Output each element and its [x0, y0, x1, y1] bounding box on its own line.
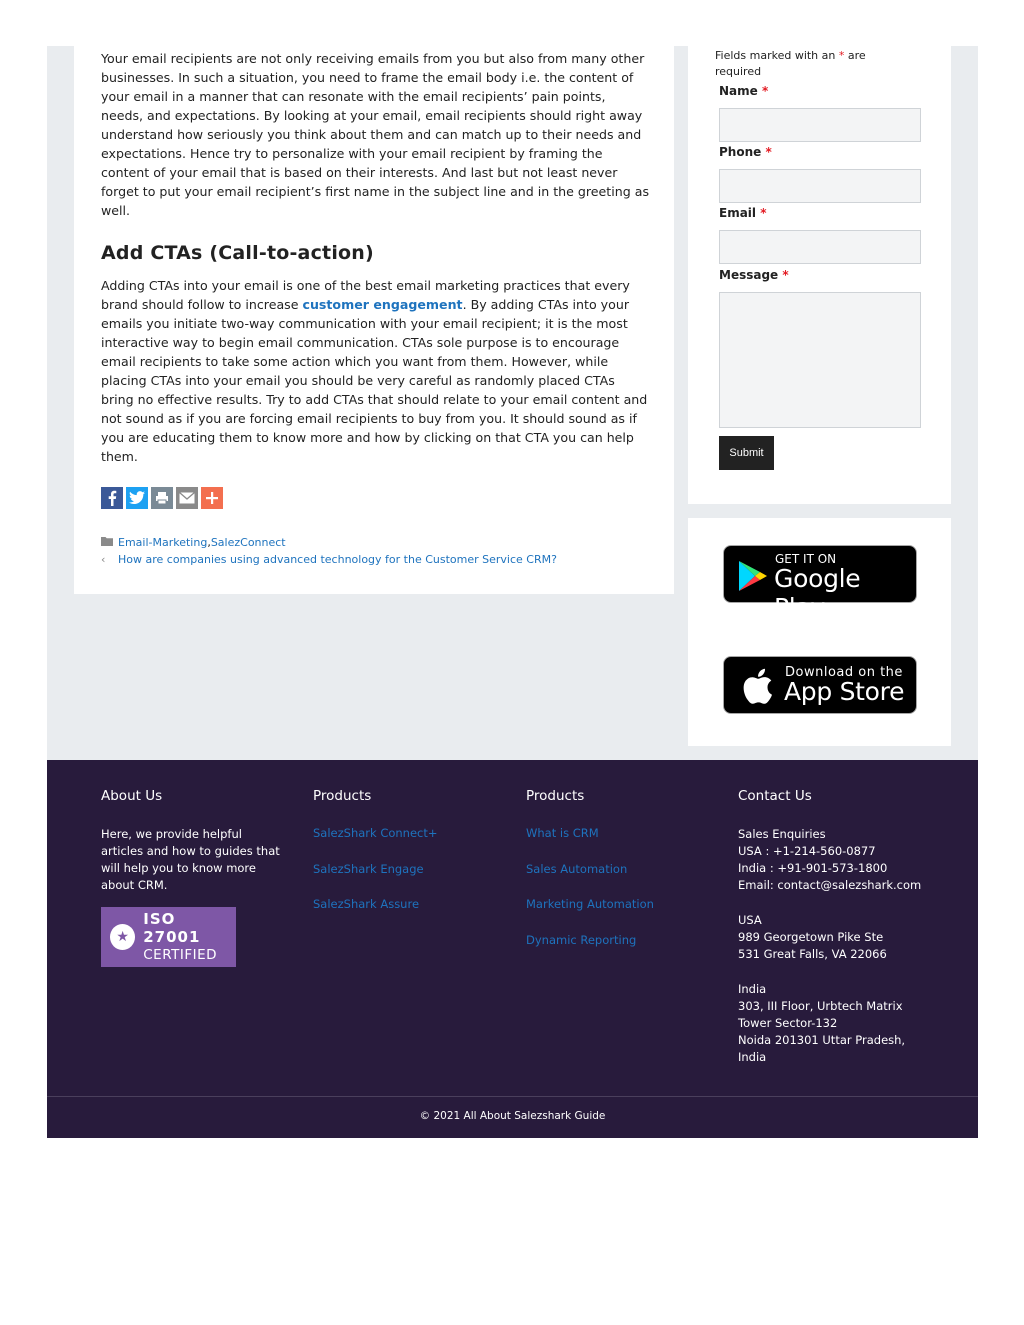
submit-button[interactable]: Submit: [719, 436, 774, 470]
footer-link[interactable]: SalezShark Connect+: [313, 826, 438, 840]
address-line: Noida 201301 Uttar Pradesh, India: [738, 1033, 906, 1064]
footer-link[interactable]: Dynamic Reporting: [526, 932, 637, 947]
google-play-icon: [738, 560, 768, 596]
post-meta: [101, 534, 557, 568]
contact-form: [688, 46, 951, 504]
address-line: 303, III Floor, Urbtech Matrix Tower Sector-132: [738, 999, 903, 1030]
chevron-left-icon: ‹: [101, 552, 106, 566]
site-footer: [47, 760, 978, 1138]
app-badges: [688, 518, 951, 746]
footer-link[interactable]: Marketing Automation: [526, 897, 654, 911]
article-paragraph: Adding CTAs into your email is one of the best email marketing practices that every brand should follow to increase customer engagement. By adding CTAs into your emails you initiate two-way communication with your email recipient; it is the most interactive way to begin email communication. CTAs sole purpose is to encourage email recipients to take some action which you want from them. However, while placing CTAs into your email you should be very careful as randomly placed CTAs bring no effective results. Try to add CTAs that should relate to your email content and not sound as if you are forcing email recipients to buy from you. It should sound as if you are educating them to know more and how by clicking on that CTA you can help them.: [101, 278, 648, 464]
post-navigation: [101, 551, 557, 567]
app-store-badge[interactable]: Download on the App Store: [723, 656, 917, 714]
article-content: [74, 46, 674, 594]
phone-input[interactable]: [719, 169, 921, 203]
footer-products-1: [313, 788, 503, 933]
message-label: Message *: [719, 268, 789, 282]
twitter-icon[interactable]: [126, 487, 148, 509]
message-textarea[interactable]: [719, 292, 921, 428]
address-line: India: [738, 982, 767, 996]
contact-line: Email: contact@salezshark.com: [738, 878, 922, 892]
section-heading: Add CTAs (Call-to-action): [101, 242, 374, 264]
print-icon[interactable]: [151, 487, 173, 509]
footer-heading: About Us: [101, 788, 163, 804]
apple-icon: [741, 667, 773, 709]
iso-certified-badge: ★ ISO 27001 CERTIFIED: [101, 907, 236, 967]
name-input[interactable]: [719, 108, 921, 142]
previous-post-link[interactable]: How are companies using advanced technology for the Customer Service CRM?: [118, 552, 557, 566]
post-categories: Email-Marketing , SalezConnect: [101, 534, 557, 550]
customer-engagement-link[interactable]: customer engagement: [302, 297, 463, 312]
folder-icon: [101, 536, 118, 549]
name-label: Name *: [719, 84, 769, 98]
footer-link[interactable]: SalezShark Assure: [313, 897, 420, 911]
address-line: USA: [738, 913, 762, 927]
footer-link[interactable]: Sales Automation: [526, 861, 628, 876]
address-line: 989 Georgetown Pike Ste: [738, 930, 884, 944]
footer-divider: [47, 1096, 978, 1097]
footer-heading: Products: [313, 788, 372, 804]
article-paragraph: Your email recipients are not only receiving emails from you but also from many other businesses. In such a situation, you need to frame the email body i.e. the content of your email in a manner that can resonate with the email recipients’ pain points, needs, and expectations. By looking at your email, email recipients should right away understand how seriously you think about them and can match up to their needs and expectations. Hence try to personalize with your email recipient by framing the content of your email that is based on their interests. And last but not least never forget to put your email recipient’s first name in the subject line and in the greeting as well.: [101, 51, 649, 218]
form-required-note: Fields marked with an * are required: [715, 49, 866, 78]
phone-label: Phone *: [719, 145, 772, 159]
email-icon[interactable]: [176, 487, 198, 509]
email-input[interactable]: [719, 230, 921, 264]
footer-link[interactable]: What is CRM: [526, 826, 599, 840]
contact-line: Sales Enquiries: [738, 827, 826, 841]
google-play-badge[interactable]: GET IT ON Google Play: [723, 545, 917, 603]
share-buttons: [101, 487, 223, 509]
email-label: Email *: [719, 206, 767, 220]
copyright-text: © 2021 All About Salezshark Guide: [419, 1110, 606, 1122]
category-link[interactable]: Email-Marketing: [118, 535, 208, 549]
footer-about: [101, 788, 286, 967]
footer-heading: Products: [526, 788, 585, 804]
contact-line: USA : +1-214-560-0877: [738, 844, 876, 858]
more-icon[interactable]: [201, 487, 223, 509]
facebook-icon[interactable]: [101, 487, 123, 509]
contact-line: India : +91-901-573-1800: [738, 861, 888, 875]
category-link[interactable]: SalezConnect: [210, 535, 286, 549]
footer-products-2: [526, 788, 716, 968]
footer-link[interactable]: SalezShark Engage: [313, 861, 424, 876]
footer-heading: Contact Us: [738, 788, 812, 804]
about-text: Here, we provide helpful articles and how to guides that will help you to know more about CRM.: [101, 827, 280, 892]
star-icon: ★: [110, 924, 135, 950]
footer-contact: [738, 788, 938, 1066]
address-line: 531 Great Falls, VA 22066: [738, 947, 887, 961]
